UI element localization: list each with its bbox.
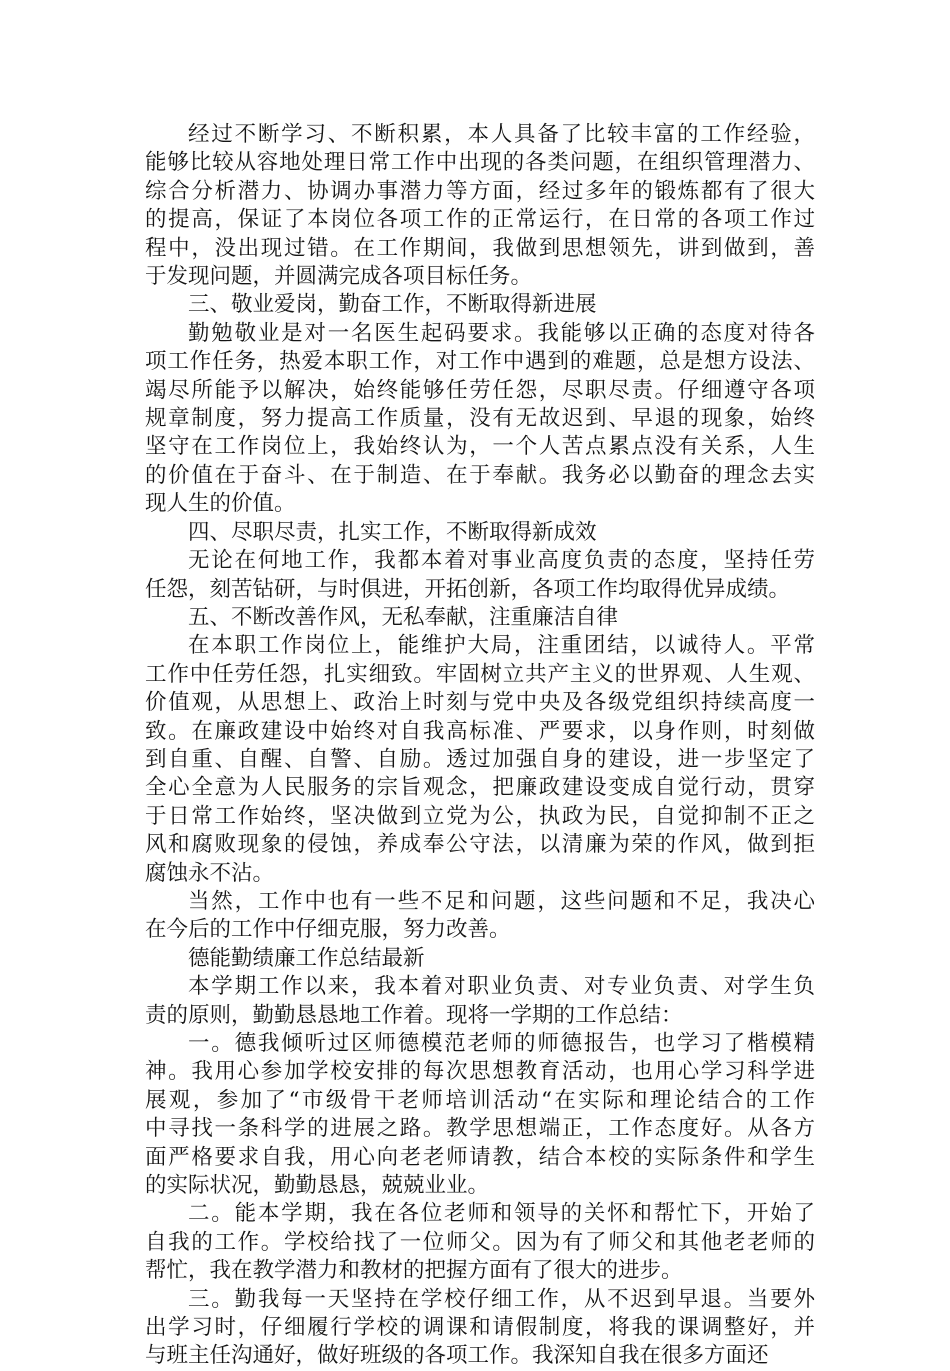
text-line: 四、尽职尽责，扎实工作，不断取得新成效 — [188, 519, 597, 545]
text-line: 面严格要求自我，用心向老老师请教，结合本校的实际条件和学生 — [145, 1144, 815, 1170]
paragraph — [145, 121, 815, 291]
text-line: 规章制度，努力提高工作质量，没有无故迟到、早退的现象，始终 — [145, 406, 815, 432]
text-line: 经过不断学习、不断积累，本人具备了比较丰富的工作经验， — [188, 122, 815, 147]
text-line: 展观，参加了“市级骨干老师培训活动“在实际和理论结合的工作 — [145, 1087, 815, 1113]
text-line: 现人生的价值。 — [145, 491, 296, 517]
paragraph — [145, 519, 815, 547]
text-line: 能够比较从容地处理日常工作中出现的各类问题，在组织管理潜力、 — [145, 150, 815, 176]
text-line: 综合分析潜力、协调办事潜力等方面，经过多年的锻炼都有了很大 — [145, 178, 815, 204]
text-line: 无论在何地工作，我都本着对事业高度负责的态度，坚持任劳 — [188, 548, 815, 574]
text-line: 勤勉敬业是对一名医生起码要求。我能够以正确的态度对待各 — [188, 320, 815, 346]
paragraph — [145, 888, 815, 945]
paragraph — [145, 1030, 815, 1200]
text-line: 与班主任沟通好，做好班级的各项工作。我深知自我在很多方面还 — [145, 1343, 769, 1369]
paragraph — [145, 945, 815, 973]
text-line: 在本职工作岗位上，能维护大局，注重团结，以诚待人。平常 — [188, 633, 815, 659]
text-line: 的实际状况，勤勤恳恳，兢兢业业。 — [145, 1173, 490, 1199]
text-line: 程中，没出现过错。在工作期间，我做到思想领先，讲到做到，善 — [145, 235, 815, 261]
text-line: 五、不断改善作风，无私奉献，注重廉洁自律 — [188, 604, 619, 630]
text-line: 神。我用心参加学校安排的每次思想教育活动，也用心学习科学进 — [145, 1059, 815, 1085]
text-line: 本学期工作以来，我本着对职业负责、对专业负责、对学生负 — [188, 974, 815, 1000]
text-line: 风和腐败现象的侵蚀，养成奉公守法，以清廉为荣的作风，做到拒 — [145, 832, 815, 858]
text-line: 致。在廉政建设中始终对自我高标准、严要求，以身作则，时刻做 — [145, 718, 815, 744]
text-line: 责的原则，勤勤恳恳地工作着。现将一学期的工作总结： — [145, 1002, 683, 1028]
text-line: 二。能本学期，我在各位老师和领导的关怀和帮忙下，开始了 — [188, 1201, 815, 1227]
text-line: 德能勤绩廉工作总结最新 — [188, 945, 425, 971]
text-line: 坚守在工作岗位上，我始终认为，一个人苦点累点没有关系，人生 — [145, 434, 815, 460]
text-line: 三。勤我每一天坚持在学校仔细工作，从不迟到早退。当要外 — [188, 1286, 815, 1312]
paragraph — [145, 547, 815, 604]
text-line: 中寻找一条科学的进展之路。教学思想端正，工作态度好。从各方 — [145, 1116, 815, 1142]
text-line: 在今后的工作中仔细克服，努力改善。 — [145, 917, 511, 943]
text-line: 当然，工作中也有一些不足和问题，这些问题和不足，我决心 — [188, 888, 815, 914]
text-line: 一。德我倾听过区师德模范老师的师德报告，也学习了楷模精 — [188, 1031, 815, 1056]
paragraph — [145, 632, 815, 888]
text-line: 价值观，从思想上、政治上时刻与党中央及各级党组织持续高度一 — [145, 690, 815, 716]
paragraph — [145, 291, 815, 319]
text-line: 工作中任劳任怨，扎实细致。牢固树立共产主义的世界观、人生观、 — [145, 661, 815, 687]
document-page — [145, 121, 815, 1371]
paragraph — [145, 604, 815, 632]
paragraph — [145, 973, 815, 1030]
text-line: 全心全意为人民服务的宗旨观念，把廉政建设变成自觉行动，贯穿 — [145, 775, 815, 801]
text-line: 自我的工作。学校给找了一位师父。因为有了师父和其他老老师的 — [145, 1229, 815, 1255]
text-line: 的提高，保证了本岗位各项工作的正常运行，在日常的各项工作过 — [145, 207, 815, 233]
text-line: 竭尽所能予以解决，始终能够任劳任怨，尽职尽责。仔细遵守各项 — [145, 377, 815, 403]
paragraph — [145, 1200, 815, 1285]
text-line: 任怨，刻苦钻研，与时俱进，开拓创新，各项工作均取得优异成绩。 — [145, 576, 791, 602]
paragraph — [145, 320, 815, 519]
text-line: 的价值在于奋斗、在于制造、在于奉献。我务必以勤奋的理念去实 — [145, 462, 815, 488]
text-line: 于发现问题，并圆满完成各项目标任务。 — [145, 264, 533, 290]
paragraph — [145, 1286, 815, 1371]
text-line: 腐蚀永不沾。 — [145, 860, 275, 886]
text-line: 帮忙，我在教学潜力和教材的把握方面有了很大的进步。 — [145, 1258, 683, 1284]
text-line: 出学习时，仔细履行学校的调课和请假制度，将我的课调整好，并 — [145, 1315, 815, 1341]
text-line: 于日常工作始终，坚决做到立党为公，执政为民，自觉抑制不正之 — [145, 803, 815, 829]
text-line: 三、敬业爱岗，勤奋工作，不断取得新进展 — [188, 292, 597, 318]
text-line: 到自重、自醒、自警、自励。透过加强自身的建设，进一步坚定了 — [145, 746, 815, 772]
text-line: 项工作任务，热爱本职工作，对工作中遇到的难题，总是想方设法、 — [145, 349, 815, 375]
